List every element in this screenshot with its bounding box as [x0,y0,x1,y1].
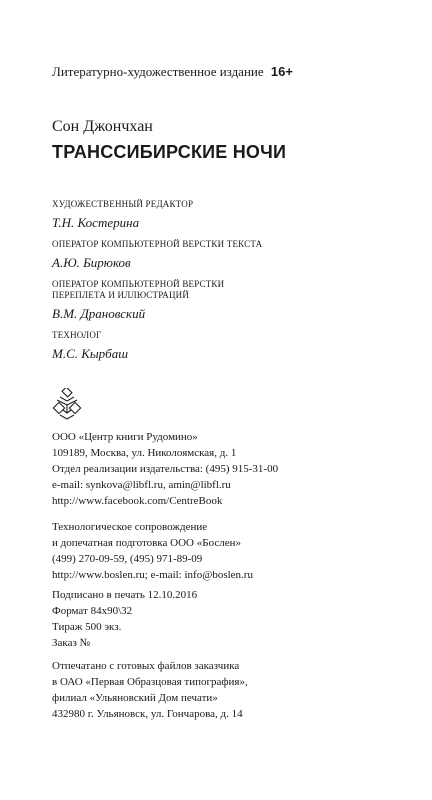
publisher-logo-icon [52,388,82,420]
edition-type: Литературно-художественное издание [52,64,264,79]
print-info-block [52,587,412,651]
credit-role: ХУДОЖЕСТВЕННЫЙ РЕДАКТОР [52,199,194,209]
credit-name: М.С. Кырбаш [52,346,129,361]
prepress-block [52,519,412,583]
credit-name: Т.Н. Костерина [52,215,140,230]
credit-role: ОПЕРАТОР КОМПЬЮТЕРНОЙ ВЕРСТКИ ТЕКСТА [52,239,263,249]
book-title: ТРАНССИБИРСКИЕ НОЧИ [52,142,287,162]
credit-name: А.Ю. Бирюков [52,255,131,270]
format: Формат 84х90\32 [52,605,133,617]
publisher-name: ООО «Центр книги Рудомино» [52,431,198,443]
prepress-phones: (499) 270-09-59, (495) 971-89-09 [52,553,203,565]
prepress-line: Технологическое сопровождение [52,521,208,533]
publisher-address: 109189, Москва, ул. Николоямская, д. 1 [52,447,237,459]
printer-line: в ОАО «Первая Образцовая типография», [52,676,248,688]
printer-line: Отпечатано с готовых файлов заказчика [52,660,240,672]
publisher-web: http://www.facebook.com/CentreBook [52,495,223,507]
credit-role: ОПЕРАТОР КОМПЬЮТЕРНОЙ ВЕРСТКИ ПЕРЕПЛЕТА И ИЛЛЮСТРАЦИЙ [52,279,225,300]
print-run: Тираж 500 экз. [52,621,122,633]
printer-line: филиал «Ульяновский Дом печати» [52,692,218,704]
publisher-email: e-mail: synkova@libfl.ru, amin@libfl.ru [52,479,231,491]
printer-address: 432980 г. Ульяновск, ул. Гончарова, д. 14 [52,708,243,720]
prepress-web: http://www.boslen.ru; e-mail: info@boslen.ru [52,569,253,581]
edition-line [52,64,293,80]
age-rating: 16+ [270,64,293,79]
order-number: Заказ № [52,637,91,649]
publisher-sales: Отдел реализации издательства: (495) 915-31-00 [52,463,279,475]
credit-role: ТЕХНОЛОГ [52,330,102,340]
prepress-line: и допечатная подготовка ООО «Бослен» [52,537,241,549]
credit-name: В.М. Драновский [52,306,146,321]
printer-block [52,658,412,722]
author-name: Сон Джончхан [52,118,153,135]
publisher-block [52,429,412,509]
credits-list [52,199,412,370]
signed-date: Подписано в печать 12.10.2016 [52,589,198,601]
